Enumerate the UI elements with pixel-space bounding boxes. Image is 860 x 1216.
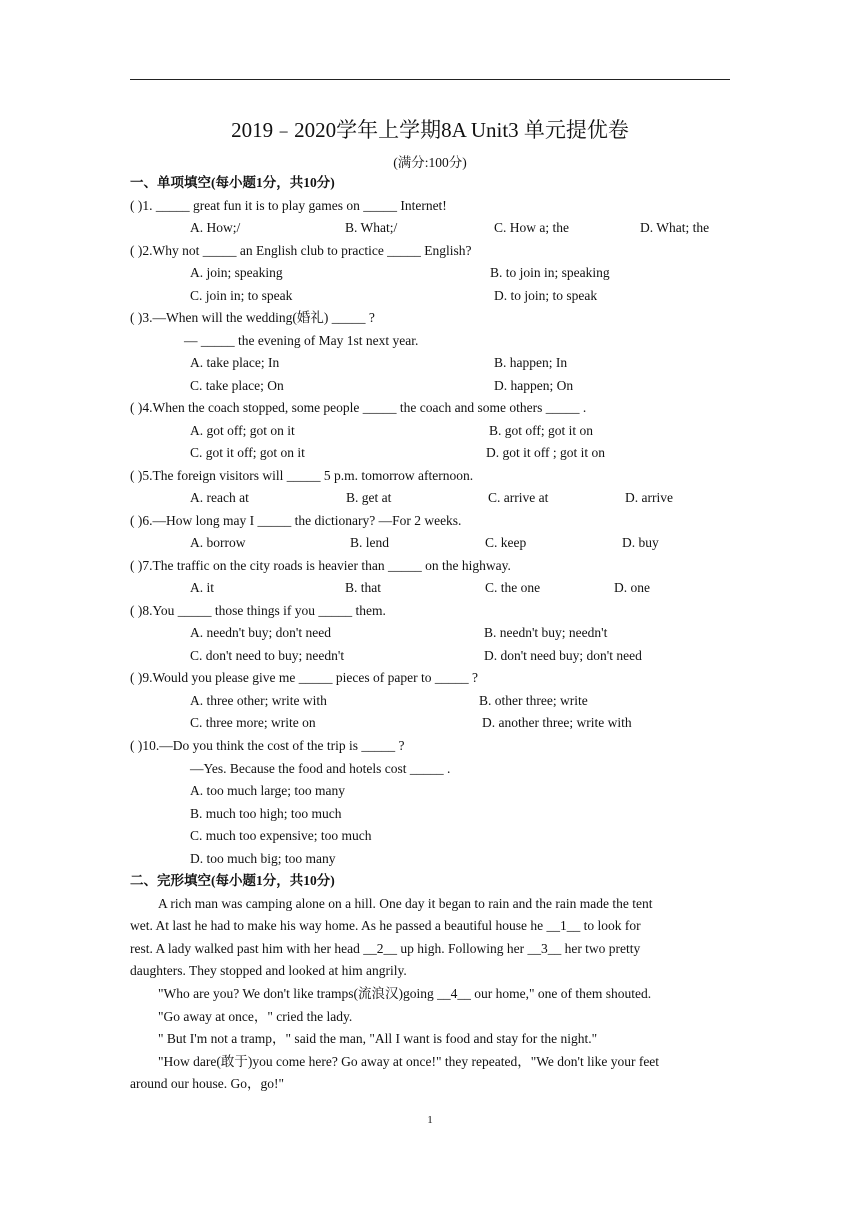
score-note: (满分:100分) bbox=[393, 155, 467, 170]
passage-line: wet. At last he had to make his way home. As he passed a beautiful house he __1__ to look for bbox=[130, 918, 641, 933]
q6-option-a: A. borrow bbox=[190, 535, 246, 550]
q6-option-d: D. buy bbox=[622, 535, 659, 550]
q3-stem-reply: — _____ the evening of May 1st next year. bbox=[184, 333, 419, 348]
q6-option-b: B. lend bbox=[350, 535, 389, 550]
passage-line: daughters. They stopped and looked at him angrily. bbox=[130, 963, 407, 978]
q7-option-c: C. the one bbox=[485, 580, 541, 595]
q9-option-b: B. other three; write bbox=[479, 693, 588, 708]
q2-option-c: C. join in; to speak bbox=[190, 288, 293, 303]
q6-option-c: C. keep bbox=[485, 535, 527, 550]
q10-option-c: C. much too expensive; too much bbox=[190, 828, 372, 843]
passage-line: "Who are you? We don't like tramps(流浪汉)going __4__ our home," one of them shouted. bbox=[158, 986, 652, 1001]
q2-option-d: D. to join; to speak bbox=[494, 288, 598, 303]
q5-option-c: C. arrive at bbox=[488, 490, 549, 505]
q9-option-d: D. another three; write with bbox=[482, 715, 632, 730]
passage-line: " But I'm not a tramp，" said the man, "All I want is food and stay for the night." bbox=[158, 1031, 598, 1046]
q1-option-b: B. What;/ bbox=[345, 220, 398, 235]
q1-option-d: D. What; the bbox=[640, 220, 710, 235]
passage-line: "How dare(敢于)you come here? Go away at once!" they repeated，"We don't like your feet bbox=[158, 1054, 660, 1069]
q3-option-b: B. happen; In bbox=[494, 355, 568, 370]
passage-line: A rich man was camping alone on a hill. One day it began to rain and the rain made the tent bbox=[158, 896, 653, 911]
q8-option-b: B. needn't buy; needn't bbox=[484, 625, 608, 640]
q5-stem: ( )5.The foreign visitors will _____ 5 p.m. tomorrow afternoon. bbox=[130, 468, 474, 483]
q3-stem: ( )3.—When will the wedding(婚礼) _____ ? bbox=[130, 310, 375, 325]
section2-heading: 二、完形填空(每小题1分，共10分) bbox=[130, 873, 335, 888]
page-title: 2019﹣2020学年上学期8A Unit3 单元提优卷 bbox=[231, 118, 629, 142]
q7-option-d: D. one bbox=[614, 580, 650, 595]
q4-option-b: B. got off; got it on bbox=[489, 423, 594, 438]
q1-option-c: C. How a; the bbox=[494, 220, 569, 235]
q4-option-c: C. got it off; got on it bbox=[190, 445, 305, 460]
q7-option-b: B. that bbox=[345, 580, 381, 595]
q5-option-d: D. arrive bbox=[625, 490, 673, 505]
q1-stem: ( )1. _____ great fun it is to play games on _____ Internet! bbox=[130, 198, 447, 213]
q4-stem: ( )4.When the coach stopped, some people _____ the coach and some others _____ . bbox=[130, 400, 587, 415]
q5-option-a: A. reach at bbox=[190, 490, 249, 505]
passage-line: "Go away at once，" cried the lady. bbox=[158, 1009, 353, 1024]
q8-option-d: D. don't need buy; don't need bbox=[484, 648, 642, 663]
q6-stem: ( )6.—How long may I _____ the dictionary? —For 2 weeks. bbox=[130, 513, 462, 528]
q8-stem: ( )8.You _____ those things if you _____ them. bbox=[130, 603, 386, 618]
header-rule bbox=[130, 79, 730, 80]
q9-option-a: A. three other; write with bbox=[190, 693, 327, 708]
q3-option-c: C. take place; On bbox=[190, 378, 284, 393]
q8-option-a: A. needn't buy; don't need bbox=[190, 625, 331, 640]
page-number: 1 bbox=[427, 1114, 433, 1126]
q9-option-c: C. three more; write on bbox=[190, 715, 316, 730]
q10-stem: ( )10.—Do you think the cost of the trip is _____ ? bbox=[130, 738, 405, 753]
q10-option-d: D. too much big; too many bbox=[190, 851, 336, 866]
q8-option-c: C. don't need to buy; needn't bbox=[190, 648, 345, 663]
q9-stem: ( )9.Would you please give me _____ pieces of paper to _____ ? bbox=[130, 670, 478, 685]
q1-option-a: A. How;/ bbox=[190, 220, 241, 235]
q10-option-b: B. much too high; too much bbox=[190, 806, 342, 821]
q10-stem-reply: —Yes. Because the food and hotels cost _____ . bbox=[190, 761, 451, 776]
q4-option-d: D. got it off ; got it on bbox=[486, 445, 606, 460]
q3-option-a: A. take place; In bbox=[190, 355, 280, 370]
q2-option-a: A. join; speaking bbox=[190, 265, 283, 280]
q3-option-d: D. happen; On bbox=[494, 378, 574, 393]
q5-option-b: B. get at bbox=[346, 490, 392, 505]
q2-option-b: B. to join in; speaking bbox=[490, 265, 610, 280]
q10-option-a: A. too much large; too many bbox=[190, 783, 345, 798]
passage-line: rest. A lady walked past him with her head __2__ up high. Following her __3__ her two pretty bbox=[130, 941, 641, 956]
q7-stem: ( )7.The traffic on the city roads is heavier than _____ on the highway. bbox=[130, 558, 511, 573]
q7-option-a: A. it bbox=[190, 580, 215, 595]
passage-line: around our house. Go，go!" bbox=[130, 1076, 284, 1091]
section1-heading: 一、单项填空(每小题1分，共10分) bbox=[130, 175, 335, 190]
q4-option-a: A. got off; got on it bbox=[190, 423, 295, 438]
q2-stem: ( )2.Why not _____ an English club to practice _____ English? bbox=[130, 243, 472, 258]
